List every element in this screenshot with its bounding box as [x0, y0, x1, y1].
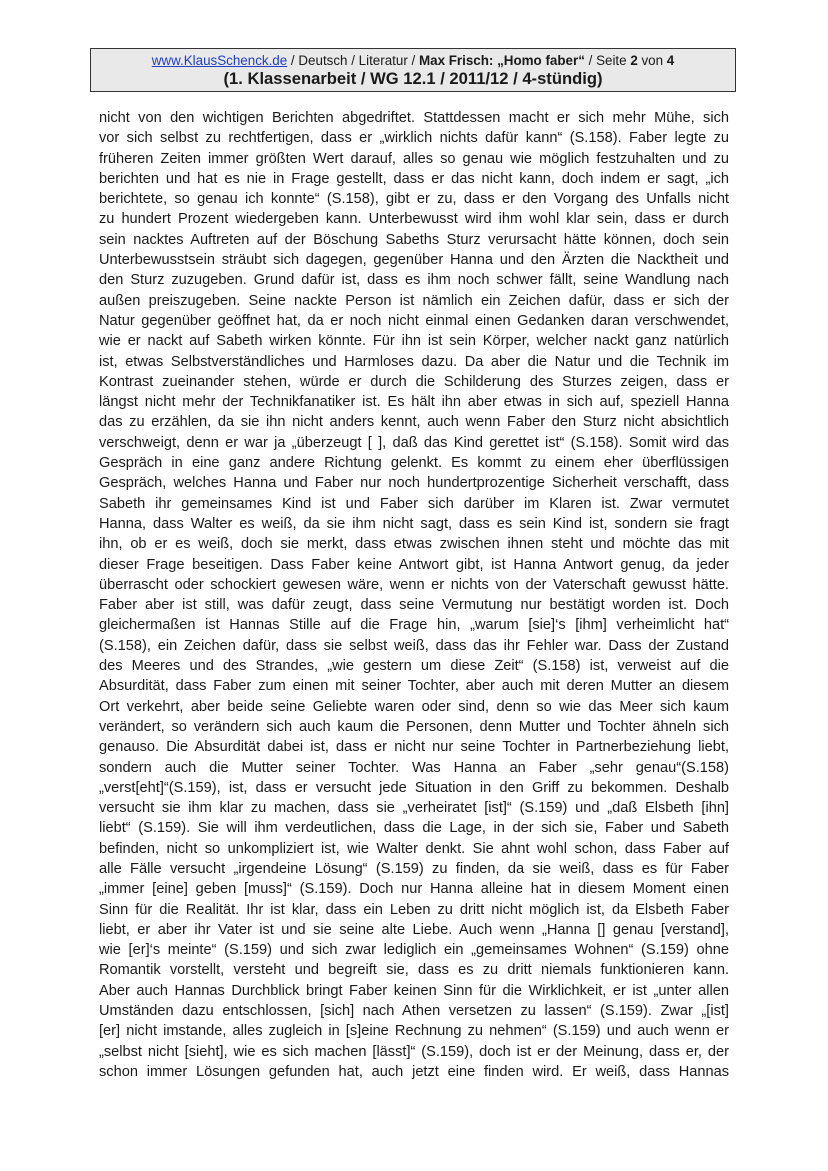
text-line: außen preiszugeben. Seine nackte Person ist nämlich ein Zeichen dafür, dass er sich der: [99, 292, 729, 309]
text-line: Gespräch in eine ganz andere Richtung gelenkt. Es kommt zu einem eher überflüssigen: [99, 455, 729, 472]
text-line: zu hundert Prozent wiedergeben kann. Unterbewusst wird ihm wohl klar sein, dass er durch: [99, 211, 729, 228]
text-line: den Sturz zuzugeben. Grund dafür ist, dass es ihm noch schwer fällt, seine Wandlung nach: [99, 272, 729, 289]
text-line: liebt“ (S.159). Sie will ihm verdeutlichen, dass die Lage, in der sich sie, Faber und Sabeth: [99, 820, 729, 837]
text-line: Romantik vorstellt, versteht und begreift sie, dass es zu dritt niemals funktionieren kann.: [99, 962, 729, 979]
text-line: überrascht oder schockiert gewesen wäre, wenn er nichts von der Vaterschaft gewusst hätte.: [99, 576, 729, 593]
text-line: verschweigt, denn er war ja „überzeugt [ ], daß das Kind gerettet ist“ (S.158). Somit wird das: [99, 434, 729, 451]
text-line: „selbst nicht [sieht], wie es sich machen [lässt]“ (S.159), doch ist er der Meinung, dass er, der: [99, 1043, 729, 1060]
text-line: das zu erzählen, da sie ihn nicht anders kennt, auch wenn Faber den Sturz nicht absichtlich: [99, 414, 729, 431]
text-line: befinden, nicht so unkompliziert ist, wie Walter denkt. Sie ahnt wohl schon, dass Faber auf: [99, 840, 729, 857]
text-line: Sinn für die Realität. Ihr ist klar, dass ein Leben zu dritt nicht möglich ist, da Elsbeth Faber: [99, 901, 729, 918]
text-line: Aber auch Hannas Durchblick bringt Faber keinen Sinn für die Wirklichkeit, er ist „unter allen: [99, 982, 729, 999]
document-header: [90, 48, 736, 92]
header-page-current: 2: [630, 53, 638, 68]
text-line: dieser Frage beseitigen. Dass Faber keine Antwort gibt, ist Hanna Antwort genug, da jeder: [99, 556, 729, 573]
text-line: ihn, ob er es weiß, doch sie merkt, dass etwas zwischen ihnen steht und möchte das mit: [99, 536, 729, 553]
essay-body: [99, 108, 729, 1082]
text-line: schon immer Lösungen gefunden hat, auch jetzt eine finden wird. Er weiß, dass Hannas: [99, 1063, 729, 1080]
text-line: Kontrast zueinander stehen, würde er durch die Schilderung des Sturzes zeigen, dass er: [99, 373, 729, 390]
header-work-title: Max Frisch: „Homo faber“: [418, 53, 585, 68]
header-page-of: von: [637, 53, 667, 68]
text-line: berichten und hat es nie in Frage gestellt, dass er das nicht kann, doch indem er sagt, „ich: [99, 170, 729, 187]
text-line: alle Fälle versucht „irgendeine Lösung“ (S.159) zu finden, da sie weiß, dass es für Faber: [99, 860, 729, 877]
header-meta-line: [91, 53, 735, 69]
exam-title: (1. Klassenarbeit / WG 12.1 / 2011/12 / 4-stündig): [223, 69, 603, 88]
header-separator: /: [407, 53, 419, 68]
text-line: Gespräch, welches Hanna und Faber nur noch hundertprozentige Sicherheit verschafft, dass: [99, 475, 729, 492]
text-line: Sabeth ihr gemeinsames Kind ist und Faber sich darüber im Klaren ist. Zwar vermutet: [99, 495, 729, 512]
text-line: wie [er]‘s meinte“ (S.159) und sich zwar lediglich ein „gemeinsames Wohnen“ (S.159) ohne: [99, 942, 729, 959]
text-line: Hanna, dass Walter es weiß, da sie ihm nicht sagt, dass es sein Kind ist, sondern sie fragt: [99, 515, 729, 532]
site-link[interactable]: www.KlausSchenck.de: [151, 53, 288, 68]
text-line: nicht von den wichtigen Berichten abgedriftet. Stattdessen macht er sich mehr Mühe, sich: [99, 110, 729, 126]
text-line: vor sich selbst zu rechtfertigen, dass er „wirklich nichts dafür kann“ (S.158). Faber legte zu: [99, 130, 729, 147]
header-separator: /: [287, 53, 299, 68]
text-line: ist, etwas Selbstverständliches und Harmloses dazu. Da aber die Natur und die Technik im: [99, 353, 729, 370]
text-line: liebt, er aber ihr Vater ist und sie seine alte Liebe. Auch wenn „Hanna [] genau [verstand],: [99, 921, 729, 938]
text-line: [er] nicht imstande, alles zugleich in [s]eine Rechnung zu nehmen“ (S.159) und auch wenn er: [99, 1023, 729, 1040]
text-line: Faber aber ist still, was dafür zeugt, dass seine Vermutung nur bestätigt worden ist. Doch: [99, 597, 729, 614]
header-subject: Deutsch / Literatur: [298, 53, 408, 68]
header-page-total: 4: [666, 53, 675, 68]
text-line: Umständen dazu entschlossen, [sich] nach Athen versetzen zu lassen“ (S.159). Zwar „[ist]: [99, 1003, 729, 1020]
text-line: „verst[eht]“(S.159), ist, dass er versucht jede Situation in den Griff zu bekommen. Deshalb: [99, 779, 729, 796]
header-page-prefix: / Seite: [584, 53, 631, 68]
text-line: wie er nackt auf Sabeth wirken könnte. Für ihn ist sein Körper, welcher nackt ganz natürlich: [99, 333, 729, 350]
text-line: (S.158), ein Zeichen dafür, dass sie selbst weiß, dass das ihr Fehler war. Dass der Zustand: [99, 637, 729, 654]
text-line: sondern auch die Mutter seiner Tochter. Was Hanna an Faber „sehr genau“(S.158): [99, 759, 729, 776]
text-line: Absurdität, dass Faber zum einen mit seiner Tochter, aber auch mit deren Mutter an diesem: [99, 678, 729, 695]
text-line: längst nicht mehr der Technikfanatiker ist. Es hält ihn aber etwas in sich auf, speziell Hanna: [99, 394, 729, 411]
text-line: genauso. Die Absurdität dabei ist, dass er nicht nur seine Tochter in Partnerbeziehung liebt,: [99, 739, 729, 756]
text-line: des Meeres und des Strandes, „wie gestern um diese Zeit“ (S.158) ist, verweist auf die: [99, 658, 729, 675]
text-line: Natur gegenüber geöffnet hat, da er noch nicht einmal einen Gedanken daran verschwendet,: [99, 312, 729, 329]
text-line: Unterbewusstsein sträubt sich dagegen, gegenüber Hanna und den Ärzten die Nacktheit und: [99, 252, 729, 269]
text-line: Ort verkehrt, aber beide seine Geliebte waren oder sind, denn so wie das Meer sich kaum: [99, 698, 729, 715]
text-line: berichtete, so genau ich konnte“ (S.158), gibt er zu, dass er den Vorgang des Unfalls nicht: [99, 191, 729, 208]
text-line: versucht sie ihm klar zu machen, dass sie „verheiratet [ist]“ (S.159) und „daß Elsbeth [ihn]: [99, 800, 729, 817]
text-line: früheren Zeiten immer größten Wert darauf, alles so genau wie möglich festzuhalten und zu: [99, 150, 729, 167]
text-line: sein nacktes Auftreten auf der Böschung Sabeths Sturz verursacht hätte können, doch sein: [99, 231, 729, 248]
text-line: gleichermaßen ist Hannas Stille auf die Frage hin, „warum [sie]‘s [ihm] verheimlicht hat“: [99, 617, 729, 634]
text-line: „immer [eine] geben [muss]“ (S.159). Doch nur Hanna alleine hat in diesem Moment einen: [99, 881, 729, 898]
text-line: verändert, so verändern sich auch kaum die Personen, denn Mutter und Tochter ähneln sich: [99, 718, 729, 735]
